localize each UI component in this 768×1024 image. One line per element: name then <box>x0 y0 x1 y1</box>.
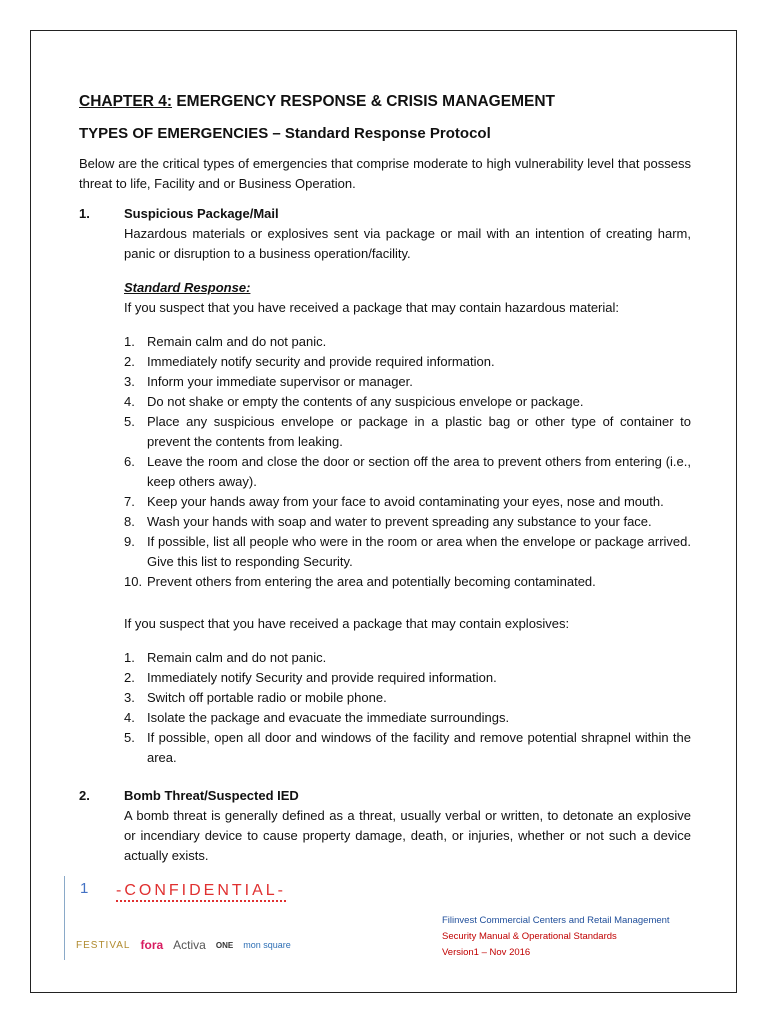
standard-response-label: Standard Response: <box>124 280 251 295</box>
brand-logos <box>76 940 291 951</box>
list-item: 1. Remain calm and do not panic. <box>124 650 327 665</box>
list-item: 7. Keep your hands away from your face to avoid contaminating your eyes, nose and mouth. <box>124 494 664 509</box>
explosive-steps-list <box>124 648 691 768</box>
list-item: 6. Leave the room and close the door or section off the area to prevent others from entering (i.e., keep others away). <box>124 454 691 489</box>
fora-logo: fora <box>140 938 164 952</box>
activa-logo: Activa <box>173 938 206 952</box>
list-item: 2. Immediately notify Security and provide required information. <box>124 670 497 685</box>
festival-logo: FESTIVAL <box>76 940 131 951</box>
section-title: Bomb Threat/Suspected IED <box>124 788 299 803</box>
section-subtitle: TYPES OF EMERGENCIES – Standard Response Protocol <box>79 125 491 142</box>
list-item: 2. Immediately notify security and provide required information. <box>124 354 495 369</box>
confidential-label: -CONFIDENTIAL- <box>116 882 286 902</box>
section-bomb-threat <box>79 786 691 866</box>
list-item: 3. Inform your immediate supervisor or manager. <box>124 374 413 389</box>
list-item: 9. If possible, list all people who were in the room or area when the envelope or package arrived. Give this list to responding Security. <box>124 534 691 569</box>
list-item: 3. Switch off portable radio or mobile phone. <box>124 690 387 705</box>
list-item: 4. Do not shake or empty the contents of any suspicious envelope or package. <box>124 394 584 409</box>
section-suspicious-package <box>79 204 691 768</box>
page-footer <box>64 876 704 971</box>
page-number: 1 <box>80 880 89 897</box>
section-number: 2. <box>79 788 90 803</box>
manual-title: Security Manual & Operational Standards <box>442 931 617 942</box>
footer-divider <box>64 876 65 960</box>
hazard-intro: If you suspect that you have received a package that may contain hazardous material: <box>124 300 620 315</box>
hazard-steps-list <box>124 332 691 592</box>
list-item: 5. Place any suspicious envelope or package in a plastic bag or other type of container to prevent the contents from leaking. <box>124 414 691 449</box>
section-description: Hazardous materials or explosives sent via package or mail with an intention of creating harm, panic or disruption to a business operation/facility. <box>124 226 691 261</box>
version-info: Version1 – Nov 2016 <box>442 947 531 958</box>
intro-paragraph: Below are the critical types of emergencies that comprise moderate to high vulnerability level that possess threat to life, Facility and or Business Operation. <box>79 156 691 191</box>
document-body <box>79 90 691 866</box>
list-item: 1. Remain calm and do not panic. <box>124 334 327 349</box>
mon-square-logo: mon square <box>243 940 291 950</box>
section-heading <box>79 204 691 224</box>
list-item: 8. Wash your hands with soap and water to prevent spreading any substance to your face. <box>124 514 652 529</box>
section-description: A bomb threat is generally defined as a threat, usually verbal or written, to detonate an explosive or incendiary device to cause property damage, death, or injuries, whether or not such a device actually exists. <box>124 808 691 863</box>
section-heading <box>79 786 691 806</box>
list-item: 10. Prevent others from entering the area and potentially becoming contaminated. <box>124 574 596 589</box>
explosive-intro: If you suspect that you have received a package that may contain explosives: <box>124 616 570 631</box>
one-ayala-logo: ONE <box>215 941 234 950</box>
list-item: 4. Isolate the package and evacuate the immediate surroundings. <box>124 710 510 725</box>
list-item: 5. If possible, open all door and windows of the facility and remove potential shrapnel within the area. <box>124 730 691 765</box>
chapter-heading <box>79 90 691 114</box>
section-number: 1. <box>79 206 90 221</box>
chapter-prefix: CHAPTER 4: <box>79 93 173 110</box>
footer-info <box>442 913 670 961</box>
company-name: Filinvest Commercial Centers and Retail Management <box>442 915 670 926</box>
section-title: Suspicious Package/Mail <box>124 206 279 221</box>
chapter-title: EMERGENCY RESPONSE & CRISIS MANAGEMENT <box>172 93 555 110</box>
